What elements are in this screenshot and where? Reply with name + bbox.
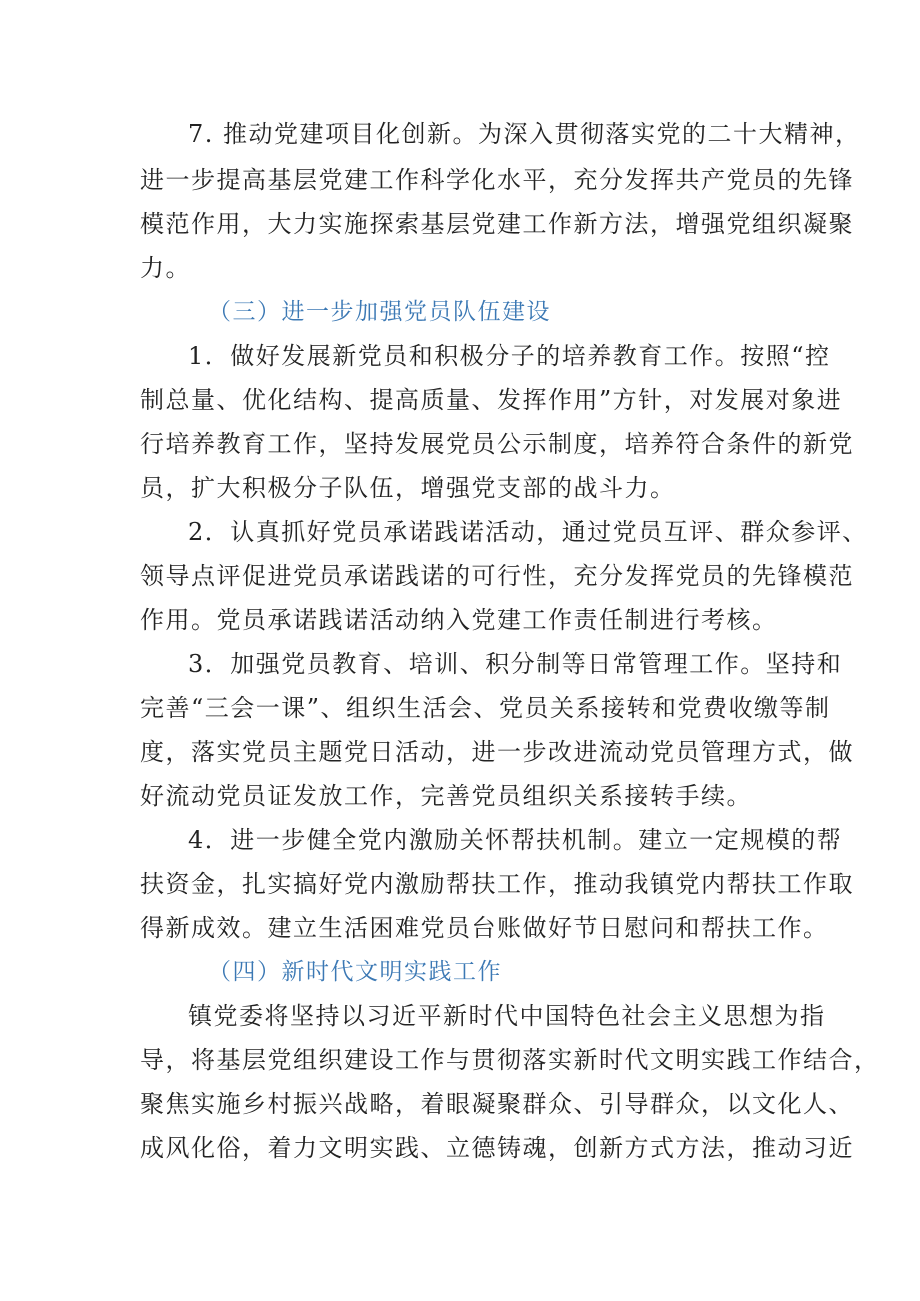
item-3-line-4: 好流动党员证发放工作，完善党员组织关系接转手续。 — [140, 782, 752, 810]
paragraph-7-line-2: 进一步提高基层党建工作科学化水平，充分发挥共产党员的先锋 — [140, 166, 854, 194]
item-4-line-2: 扶资金，扎实搞好党内激励帮扶工作，推动我镇党内帮扶工作取 — [140, 870, 854, 898]
item-1-line-1: 1．做好发展新党员和积极分子的培养教育工作。按照“控 — [188, 342, 831, 370]
closing-paragraph-line-2: 导，将基层党组织建设工作与贯彻落实新时代文明实践工作结合， — [140, 1046, 880, 1074]
item-3-line-2: 完善“三会一课”、组织生活会、党员关系接转和党费收缴等制 — [140, 694, 831, 722]
item-2-line-3: 作用。党员承诺践诺活动纳入党建工作责任制进行考核。 — [140, 606, 778, 634]
item-4-line-1: 4．进一步健全党内激励关怀帮扶机制。建立一定规模的帮 — [188, 826, 843, 854]
paragraph-7-line-1: 7. 推动党建项目化创新。为深入贯彻落实党的二十大精神， — [188, 120, 861, 148]
item-1-line-3: 行培养教育工作，坚持发展党员公示制度，培养符合条件的新党 — [140, 430, 854, 458]
item-1-line-2: 制总量、优化结构、提高质量、发挥作用”方针，对发展对象进 — [140, 386, 843, 414]
closing-paragraph-line-4: 成风化俗，着力文明实践、立德铸魂，创新方式方法，推动习近 — [140, 1134, 854, 1162]
item-4-line-3: 得新成效。建立生活困难党员台账做好节日慰问和帮扶工作。 — [140, 914, 829, 942]
closing-paragraph-line-1: 镇党委将坚持以习近平新时代中国特色社会主义思想为指 — [188, 1002, 826, 1030]
item-2-line-2: 领导点评促进党员承诺践诺的可行性，充分发挥党员的先锋模范 — [140, 562, 854, 590]
section-heading-4: （四）新时代文明实践工作 — [208, 959, 502, 985]
item-2-line-1: 2．认真抓好党员承诺践诺活动，通过党员互评、群众参评、 — [188, 518, 868, 546]
section-heading-3: （三）进一步加强党员队伍建设 — [208, 299, 551, 325]
item-1-line-4: 员，扩大积极分子队伍，增强党支部的战斗力。 — [140, 474, 676, 502]
closing-paragraph-line-3: 聚焦实施乡村振兴战略，着眼凝聚群众、引导群众，以文化人、 — [140, 1090, 854, 1118]
item-3-line-1: 3．加强党员教育、培训、积分制等日常管理工作。坚持和 — [188, 650, 843, 678]
paragraph-7-line-3: 模范作用，大力实施探索基层党建工作新方法，增强党组织凝聚 — [140, 210, 854, 238]
paragraph-7-line-4: 力。 — [140, 254, 191, 282]
item-3-line-3: 度，落实党员主题党日活动，进一步改进流动党员管理方式，做 — [140, 738, 854, 766]
